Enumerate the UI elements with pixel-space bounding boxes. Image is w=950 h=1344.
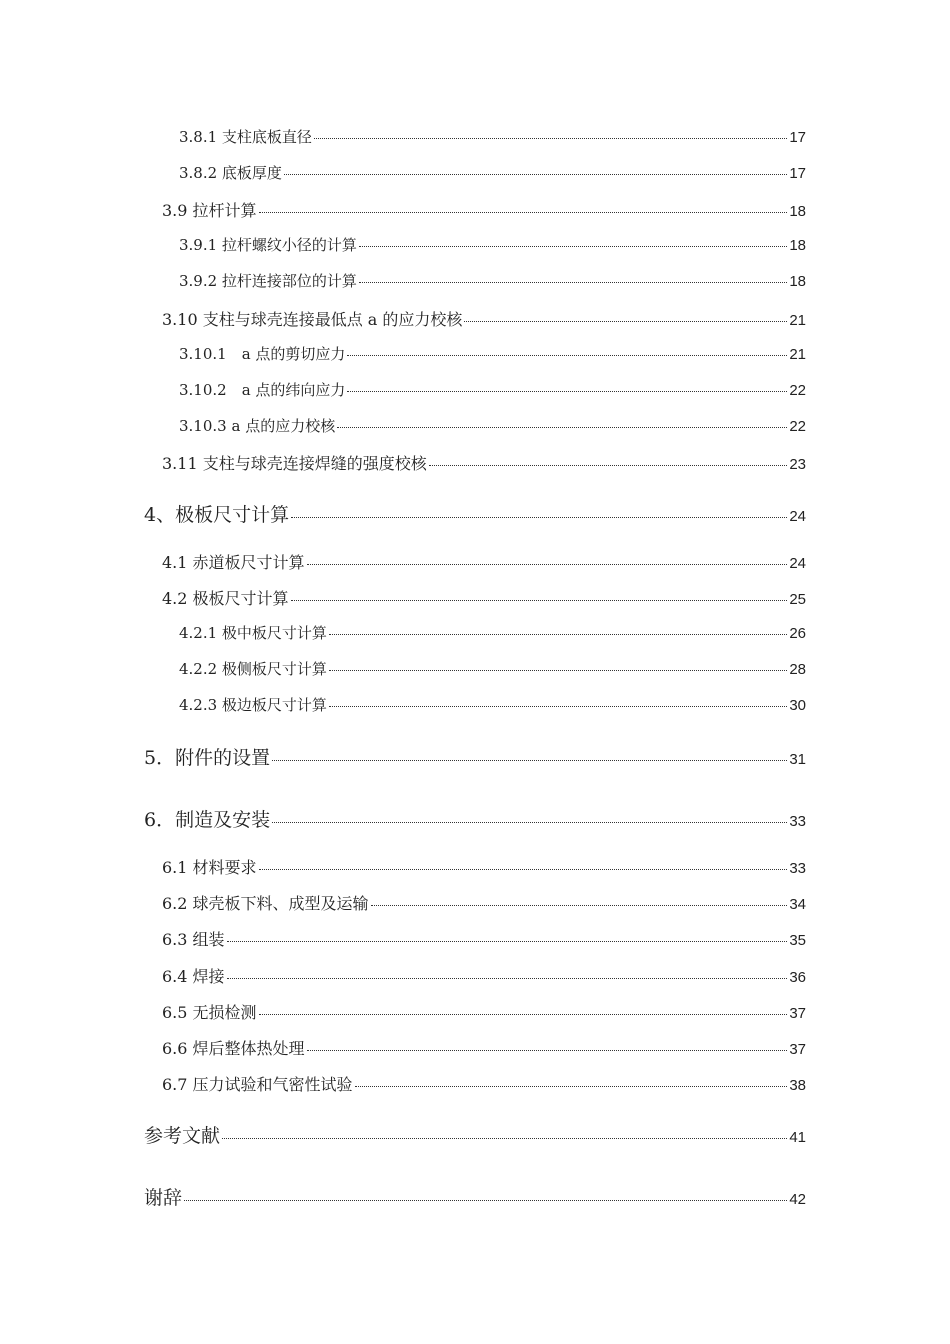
- dot-leader: [337, 427, 787, 428]
- toc-entry-page-number: 42: [789, 1191, 806, 1208]
- toc-entry-page-number: 21: [789, 346, 806, 363]
- toc-entry-title: 4.2.2 极侧板尺寸计算: [179, 660, 327, 678]
- toc-entry[interactable]: [179, 162, 806, 183]
- dot-leader: [227, 978, 788, 979]
- toc-entry-title: 4.2.1 极中板尺寸计算: [179, 624, 327, 642]
- toc-entry-title: 3.8.1 支柱底板直径: [179, 128, 312, 146]
- toc-entry-title: 6.1 材料要求: [162, 858, 257, 877]
- toc-entry-page-number: 17: [789, 129, 806, 146]
- toc-entry-page-number: 37: [789, 1041, 806, 1058]
- toc-entry[interactable]: [144, 1183, 806, 1210]
- toc-entry-title: 6.4 焊接: [162, 967, 225, 986]
- toc-entry-title: 6.7 压力试验和气密性试验: [162, 1075, 353, 1094]
- toc-entry-title: 3.11 支柱与球壳连接焊缝的强度校核: [162, 454, 427, 473]
- dot-leader: [355, 1086, 788, 1087]
- dot-leader: [284, 174, 787, 175]
- toc-entry[interactable]: [179, 270, 806, 291]
- toc-entry-page-number: 35: [789, 932, 806, 949]
- toc-entry-title: 3.9.1 拉杆螺纹小径的计算: [179, 236, 357, 254]
- toc-entry[interactable]: [162, 586, 806, 609]
- toc-entry-page-number: 17: [789, 165, 806, 182]
- toc-entry-title: 3.10.1 a 点的剪切应力: [179, 345, 346, 363]
- toc-entry-page-number: 31: [789, 751, 806, 768]
- toc-entry-title: 4.2.3 极边板尺寸计算: [179, 696, 327, 714]
- toc-entry[interactable]: [144, 1121, 806, 1148]
- dot-leader: [259, 1014, 788, 1015]
- toc-entry[interactable]: [144, 500, 806, 527]
- toc-entry-page-number: 24: [789, 508, 806, 525]
- dot-leader: [464, 321, 787, 322]
- toc-entry-page-number: 36: [789, 969, 806, 986]
- toc-entry-title: 3.9.2 拉杆连接部位的计算: [179, 272, 357, 290]
- toc-entry[interactable]: [162, 964, 806, 987]
- toc-entry[interactable]: [144, 805, 806, 832]
- dot-leader: [329, 634, 787, 635]
- toc-entry[interactable]: [162, 1036, 806, 1059]
- toc-entry-page-number: 38: [789, 1077, 806, 1094]
- toc-entry-page-number: 37: [789, 1005, 806, 1022]
- dot-leader: [347, 391, 787, 392]
- toc-entry-page-number: 18: [789, 237, 806, 254]
- toc-entry[interactable]: [179, 694, 806, 715]
- toc-entry[interactable]: [162, 891, 806, 914]
- toc-entry[interactable]: [179, 126, 806, 147]
- toc-entry-title: 5．附件的设置: [144, 747, 271, 769]
- dot-leader: [329, 706, 787, 707]
- toc-entry[interactable]: [162, 307, 806, 330]
- toc-entry-title: 4.1 赤道板尺寸计算: [162, 553, 305, 572]
- toc-entry-title: 6.6 焊后整体热处理: [162, 1039, 305, 1058]
- toc-entry-page-number: 22: [789, 418, 806, 435]
- toc-entry-page-number: 28: [789, 661, 806, 678]
- toc-entry-page-number: 33: [789, 860, 806, 877]
- toc-entry-title: 参考文献: [144, 1125, 221, 1147]
- dot-leader: [314, 138, 787, 139]
- dot-leader: [184, 1200, 787, 1201]
- toc-entry-title: 3.10 支柱与球壳连接最低点 a 的应力校核: [162, 310, 463, 329]
- toc-entry-title: 6.5 无损检测: [162, 1003, 257, 1022]
- toc-entry[interactable]: [162, 1000, 806, 1023]
- toc-entry-page-number: 25: [789, 591, 806, 608]
- toc-entry-title: 6.3 组装: [162, 930, 225, 949]
- toc-entry-page-number: 24: [789, 555, 806, 572]
- toc-entry-page-number: 41: [789, 1129, 806, 1146]
- toc-entry-page-number: 30: [789, 697, 806, 714]
- toc-entry[interactable]: [162, 1072, 806, 1095]
- dot-leader: [291, 600, 788, 601]
- toc-entry-title: 4、极板尺寸计算: [144, 504, 290, 526]
- dot-leader: [307, 1050, 788, 1051]
- toc-entry-page-number: 18: [789, 273, 806, 290]
- toc-entry-title: 3.10.2 a 点的纬向应力: [179, 381, 346, 399]
- dot-leader: [259, 212, 788, 213]
- dot-leader: [291, 517, 787, 518]
- toc-entry[interactable]: [179, 622, 806, 643]
- toc-entry-title: 3.10.3 a 点的应力校核: [179, 417, 336, 435]
- dot-leader: [359, 282, 787, 283]
- toc-entry-page-number: 23: [789, 456, 806, 473]
- dot-leader: [429, 465, 788, 466]
- toc-entry-page-number: 34: [789, 896, 806, 913]
- toc-entry-title: 谢辞: [144, 1187, 183, 1209]
- dot-leader: [329, 670, 787, 671]
- dot-leader: [272, 822, 787, 823]
- toc-entry[interactable]: [162, 550, 806, 573]
- toc-entry[interactable]: [162, 855, 806, 878]
- toc-entry[interactable]: [179, 415, 806, 436]
- toc-entry-title: 6.2 球壳板下料、成型及运输: [162, 894, 369, 913]
- dot-leader: [307, 564, 788, 565]
- toc-entry[interactable]: [179, 379, 806, 400]
- dot-leader: [227, 941, 788, 942]
- toc-entry[interactable]: [179, 234, 806, 255]
- toc-entry-page-number: 22: [789, 382, 806, 399]
- toc-entry-page-number: 26: [789, 625, 806, 642]
- toc-entry-page-number: 21: [789, 312, 806, 329]
- toc-entry[interactable]: [162, 198, 806, 221]
- toc-entry-page-number: 18: [789, 203, 806, 220]
- dot-leader: [359, 246, 787, 247]
- toc-entry-page-number: 33: [789, 813, 806, 830]
- toc-entry-title: 3.9 拉杆计算: [162, 201, 257, 220]
- dot-leader: [259, 869, 788, 870]
- toc-entry[interactable]: [162, 927, 806, 950]
- toc-entry[interactable]: [144, 743, 806, 770]
- dot-leader: [272, 760, 787, 761]
- dot-leader: [347, 355, 787, 356]
- toc-entry-title: 3.8.2 底板厚度: [179, 164, 282, 182]
- toc-entry[interactable]: [162, 451, 806, 474]
- toc-entry-title: 6．制造及安装: [144, 809, 271, 831]
- dot-leader: [222, 1138, 787, 1139]
- toc-entry-title: 4.2 极板尺寸计算: [162, 589, 289, 608]
- dot-leader: [371, 905, 788, 906]
- toc-entry[interactable]: [179, 658, 806, 679]
- toc-entry[interactable]: [179, 343, 806, 364]
